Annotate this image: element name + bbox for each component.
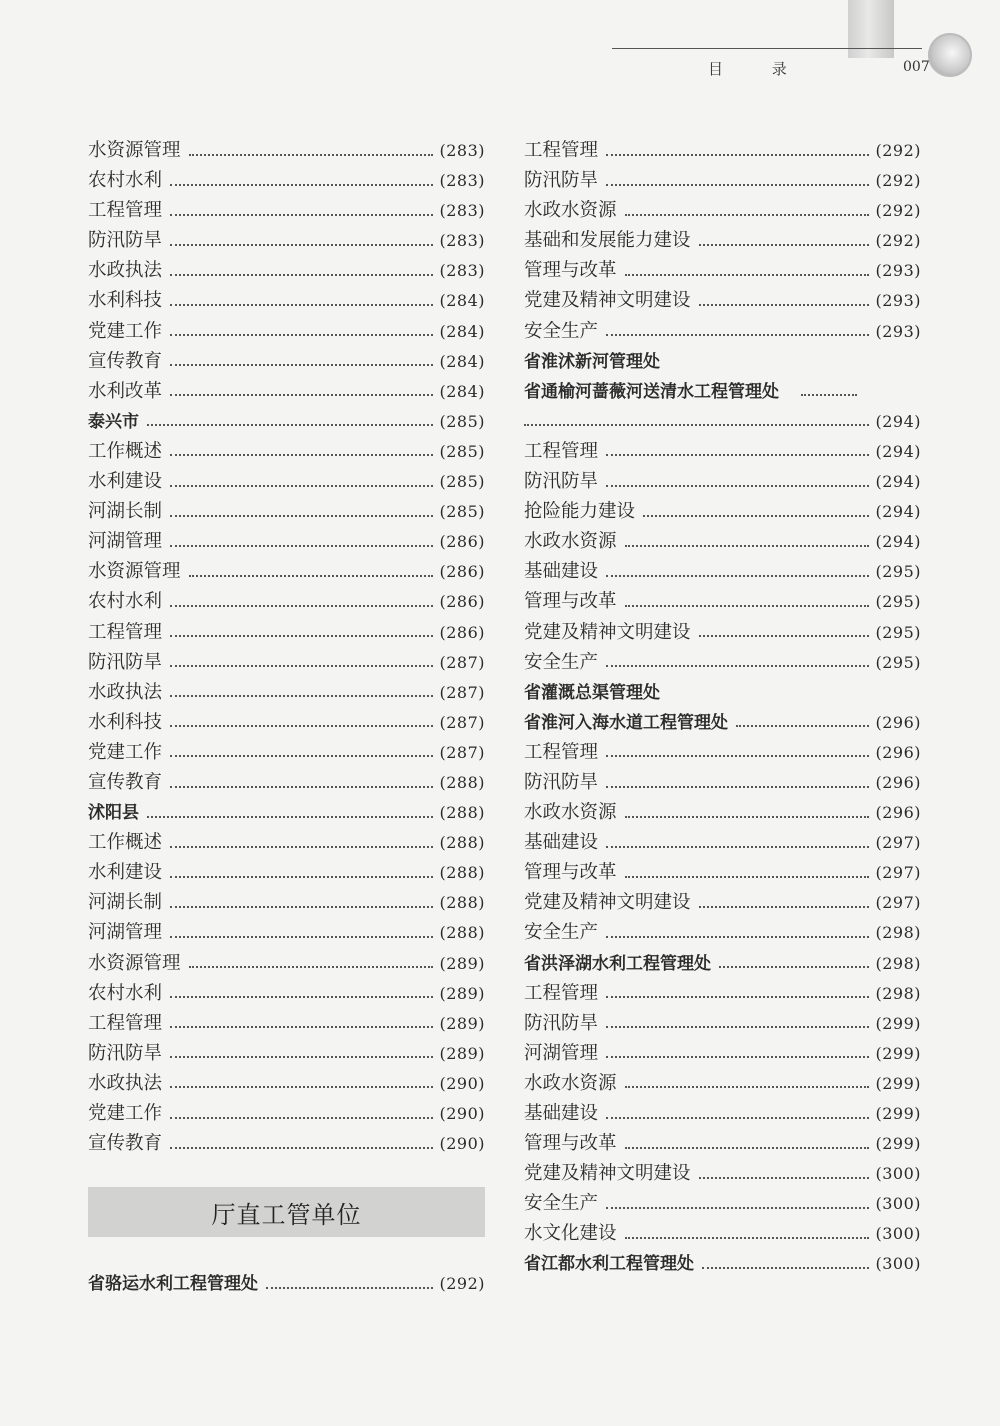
toc-entry[interactable]: [88, 407, 485, 437]
toc-entry[interactable]: [88, 136, 485, 166]
toc-entry-title: 农村水利: [88, 170, 163, 192]
header-circle-ornament: [928, 33, 972, 77]
toc-entry-title: 水政水资源: [524, 1072, 617, 1094]
toc-page-number: (297): [875, 863, 921, 883]
toc-page-number: (300): [875, 1164, 921, 1184]
toc-dot-leader: [606, 333, 869, 336]
toc-entry[interactable]: [88, 888, 485, 918]
toc-page-number: (288): [439, 893, 485, 913]
toc-entry-title: 党建工作: [88, 741, 163, 763]
toc-entry-title: 防汛防旱: [524, 471, 599, 493]
toc-entry-title: 工程管理: [88, 1012, 163, 1034]
toc-dot-leader: [625, 1146, 870, 1149]
toc-dot-leader: [170, 363, 433, 366]
toc-entry-title: 基础建设: [524, 1103, 599, 1124]
toc-dot-leader: [170, 724, 433, 727]
toc-dot-leader: [170, 333, 433, 336]
toc-entry[interactable]: [88, 1009, 485, 1039]
toc-entry-title: 水政执法: [88, 1072, 163, 1094]
toc-entry-title: 水资源管理: [88, 952, 181, 974]
toc-unit-heading: 省江都水利工程管理处: [524, 1254, 694, 1275]
toc-entry[interactable]: [524, 828, 921, 858]
toc-entry[interactable]: [524, 166, 921, 196]
toc-dot-leader: [170, 694, 433, 697]
toc-entry[interactable]: [524, 708, 921, 738]
toc-entry-title: 防汛防旱: [524, 771, 599, 793]
toc-entry[interactable]: [88, 196, 485, 226]
toc-left-column: [88, 136, 485, 1159]
toc-entry-title: 宣传教育: [88, 350, 163, 372]
toc-dot-leader: [606, 785, 869, 788]
toc-dot-leader: [170, 393, 433, 396]
toc-page-number: (287): [439, 742, 485, 762]
toc-page-number: (283): [439, 231, 485, 251]
toc-entry-title: 水利建设: [88, 471, 163, 493]
toc-dot-leader: [643, 514, 869, 517]
toc-entry-title: 管理与改革: [524, 862, 617, 884]
toc-entry[interactable]: [524, 888, 921, 918]
toc-entry-title: 防汛防旱: [524, 170, 599, 192]
toc-page-number: (293): [875, 261, 921, 281]
toc-page-number: (292): [439, 1274, 485, 1293]
toc-dot-leader: [606, 453, 869, 456]
toc-page-number: (300): [875, 1224, 921, 1244]
toc-right-column: [524, 136, 921, 1280]
page-number: 007: [903, 59, 930, 75]
toc-entry-title: 水政执法: [88, 681, 163, 703]
toc-entry-title: 工作概述: [88, 832, 163, 854]
toc-page-number: (288): [439, 863, 485, 883]
toc-page-number: (283): [439, 261, 485, 281]
toc-entry-title: 防汛防旱: [88, 651, 163, 673]
toc-page-number: (283): [439, 171, 485, 191]
toc-dot-leader: [606, 1025, 869, 1028]
toc-dot-leader: [625, 815, 870, 818]
toc-dot-leader: [170, 453, 433, 456]
toc-entry[interactable]: [88, 527, 485, 557]
toc-entry[interactable]: [88, 678, 485, 708]
toc-entry[interactable]: [88, 798, 485, 828]
toc-dot-leader: [170, 1146, 433, 1149]
toc-unit-heading: 省骆运水利工程管理处: [88, 1274, 258, 1294]
toc-dot-leader: [170, 935, 433, 938]
toc-page-number: (295): [875, 652, 921, 672]
toc-page-number: (299): [875, 1043, 921, 1063]
toc-page-number: (293): [875, 321, 921, 341]
toc-entry-title: 工程管理: [524, 741, 599, 763]
toc-page-number: (293): [875, 291, 921, 311]
toc-dot-leader: [606, 183, 869, 186]
toc-page-number: (287): [439, 712, 485, 732]
toc-dot-leader: [606, 484, 869, 487]
toc-page-number: (296): [875, 803, 921, 823]
header-rule: [612, 48, 922, 49]
toc-after-section: [88, 1269, 485, 1299]
toc-entry[interactable]: [88, 1069, 485, 1099]
toc-entry[interactable]: [524, 1129, 921, 1159]
toc-dot-leader: [170, 183, 433, 186]
toc-dot-leader: [606, 153, 869, 156]
toc-page-number: (287): [439, 682, 485, 702]
toc-entry-title: 水利科技: [88, 711, 163, 733]
toc-entry[interactable]: [88, 858, 485, 888]
toc-entry[interactable]: [524, 1159, 921, 1189]
toc-dot-leader: [801, 393, 857, 396]
toc-page-number: (297): [875, 893, 921, 913]
toc-page-number: (285): [439, 502, 485, 522]
toc-entry-title: 河湖长制: [88, 501, 163, 523]
toc-entry[interactable]: [524, 678, 921, 708]
toc-dot-leader: [170, 514, 433, 517]
toc-dot-leader: [699, 634, 870, 637]
toc-entry-title: 水文化建设: [524, 1223, 617, 1245]
toc-entry[interactable]: [524, 858, 921, 888]
toc-entry[interactable]: [88, 828, 485, 858]
toc-dot-leader: [699, 905, 870, 908]
toc-dot-leader: [170, 273, 433, 276]
toc-entry-title: 管理与改革: [524, 1133, 617, 1155]
toc-page-number: (298): [875, 923, 921, 943]
toc-page-number: (299): [875, 1104, 921, 1123]
toc-dot-leader: [189, 574, 434, 577]
toc-entry[interactable]: [524, 196, 921, 226]
toc-unit-heading: 省淮沭新河管理处: [524, 351, 660, 372]
toc-dot-leader: [625, 544, 870, 547]
toc-dot-leader: [606, 1055, 869, 1058]
toc-entry[interactable]: [524, 1039, 921, 1069]
toc-page-number: (298): [875, 983, 921, 1003]
toc-page-number: (294): [875, 441, 921, 461]
toc-entry[interactable]: [88, 1099, 485, 1129]
toc-dot-leader: [736, 724, 869, 727]
toc-entry[interactable]: [88, 557, 485, 587]
toc-page-number: (290): [439, 1073, 485, 1093]
toc-entry-title: 农村水利: [88, 982, 163, 1004]
toc-dot-leader: [625, 1085, 870, 1088]
toc-entry-title: 安全生产: [524, 922, 599, 944]
toc-page-number: (296): [875, 772, 921, 792]
toc-entry[interactable]: [524, 1009, 921, 1039]
toc-page-number: (296): [875, 712, 921, 732]
toc-entry-title: 水利改革: [88, 380, 163, 402]
toc-page-number: (297): [875, 833, 921, 853]
toc-entry-title: 水政水资源: [524, 200, 617, 222]
toc-entry[interactable]: [524, 798, 921, 828]
toc-dot-leader: [170, 634, 433, 637]
toc-page-number: (292): [875, 171, 921, 191]
toc-page-number: (292): [875, 231, 921, 251]
toc-dot-leader: [606, 995, 869, 998]
toc-dot-leader: [606, 754, 869, 757]
toc-entry[interactable]: [524, 407, 921, 437]
toc-entry-title: 水政水资源: [524, 531, 617, 553]
toc-entry[interactable]: [524, 738, 921, 768]
toc-entry-title: 基础和发展能力建设: [524, 230, 691, 252]
toc-entry[interactable]: [88, 618, 485, 648]
toc-entry-title: 防汛防旱: [524, 1012, 599, 1034]
toc-entry-title: 河湖长制: [88, 892, 163, 914]
toc-entry-title: 工程管理: [88, 621, 163, 643]
toc-page-number: (284): [439, 381, 485, 401]
toc-dot-leader: [702, 1266, 869, 1269]
toc-dot-leader: [625, 875, 870, 878]
section-heading-box: [88, 1187, 485, 1237]
toc-entry-title: 基础建设: [524, 561, 599, 583]
toc-entry-title: 防汛防旱: [88, 1042, 163, 1064]
toc-entry[interactable]: [88, 1129, 485, 1159]
toc-entry-title: 管理与改革: [524, 260, 617, 282]
toc-entry[interactable]: [524, 527, 921, 557]
toc-entry-title: 党建及精神文明建设: [524, 1163, 691, 1185]
toc-entry-title: 宣传教育: [88, 771, 163, 793]
toc-entry-title: 工程管理: [524, 140, 599, 161]
toc-entry[interactable]: [88, 587, 485, 617]
toc-page-number: (286): [439, 532, 485, 552]
toc-dot-leader: [699, 243, 870, 246]
toc-entry[interactable]: [88, 256, 485, 286]
toc-entry-title: 基础建设: [524, 832, 599, 854]
toc-page-number: (289): [439, 1043, 485, 1063]
toc-page-number: (299): [875, 1013, 921, 1033]
toc-entry-title: 工程管理: [524, 440, 599, 462]
toc-dot-leader: [699, 303, 870, 306]
toc-unit-heading: 省洪泽湖水利工程管理处: [524, 953, 711, 974]
toc-entry[interactable]: [524, 1249, 921, 1279]
toc-page-number: (295): [875, 562, 921, 582]
toc-page-number: (285): [439, 472, 485, 492]
toc-dot-leader: [170, 1025, 433, 1028]
running-header-title: 目 录: [708, 60, 809, 78]
toc-entry[interactable]: [524, 256, 921, 286]
toc-page-number: (287): [439, 652, 485, 672]
toc-dot-leader: [606, 1206, 869, 1209]
toc-entry[interactable]: [88, 1039, 485, 1069]
toc-dot-leader: [625, 213, 870, 216]
toc-dot-leader: [699, 1176, 870, 1179]
toc-entry[interactable]: [524, 286, 921, 316]
toc-entry-title: 宣传教育: [88, 1133, 163, 1155]
toc-page-number: (294): [875, 532, 921, 552]
toc-entry[interactable]: [88, 437, 485, 467]
toc-dot-leader: [170, 303, 433, 306]
toc-dot-leader: [170, 544, 433, 547]
toc-entry[interactable]: [524, 226, 921, 256]
toc-page-number: (290): [439, 1104, 485, 1123]
toc-page-number: (294): [875, 411, 921, 431]
toc-dot-leader: [170, 213, 433, 216]
toc-entry-title: 农村水利: [88, 591, 163, 613]
toc-entry-title: 水政执法: [88, 260, 163, 282]
toc-dot-leader: [719, 965, 869, 968]
toc-unit-heading: 省灌溉总渠管理处: [524, 682, 660, 703]
toc-dot-leader: [170, 664, 433, 667]
toc-unit-heading: 沭阳县: [88, 803, 139, 824]
toc-dot-leader: [170, 243, 433, 246]
toc-page-number: (298): [875, 953, 921, 973]
toc-entry-title: 水资源管理: [88, 140, 181, 161]
toc-entry[interactable]: [524, 317, 921, 347]
toc-entry-title: 党建及精神文明建设: [524, 621, 691, 643]
toc-entry[interactable]: [524, 918, 921, 948]
toc-page-number: (288): [439, 923, 485, 943]
toc-dot-leader: [625, 273, 870, 276]
toc-page-number: (286): [439, 622, 485, 642]
toc-entry-title: 党建工作: [88, 1103, 163, 1124]
toc-page-number: (286): [439, 562, 485, 582]
toc-page-number: (295): [875, 622, 921, 642]
toc-page-number: (296): [875, 742, 921, 762]
toc-page-number: (299): [875, 1134, 921, 1154]
toc-entry[interactable]: [88, 377, 485, 407]
toc-page-number: (285): [439, 441, 485, 461]
toc-dot-leader: [524, 423, 869, 426]
toc-page-number: (294): [875, 502, 921, 522]
toc-page-number: (289): [439, 1013, 485, 1033]
toc-dot-leader: [189, 965, 434, 968]
header-decoration: [848, 0, 894, 58]
toc-dot-leader: [625, 1236, 870, 1239]
toc-entry[interactable]: [524, 1189, 921, 1219]
toc-entry[interactable]: [88, 166, 485, 196]
toc-entry-title: 管理与改革: [524, 591, 617, 613]
toc-dot-leader: [170, 754, 433, 757]
toc-entry[interactable]: [88, 738, 485, 768]
toc-entry-title: 抢险能力建设: [524, 501, 636, 523]
toc-dot-leader: [170, 484, 433, 487]
toc-entry[interactable]: [524, 979, 921, 1009]
toc-page-number: (295): [875, 592, 921, 612]
toc-entry[interactable]: [524, 648, 921, 678]
toc-entry-title: 工程管理: [88, 200, 163, 222]
toc-entry-title: 河湖管理: [88, 922, 163, 944]
toc-entry[interactable]: [524, 557, 921, 587]
toc-page-number: (285): [439, 411, 485, 431]
toc-dot-leader: [170, 604, 433, 607]
toc-dot-leader: [606, 1116, 869, 1119]
toc-dot-leader: [170, 995, 433, 998]
toc-entry[interactable]: [88, 708, 485, 738]
toc-page-number: (289): [439, 983, 485, 1003]
toc-entry[interactable]: [524, 1099, 921, 1129]
toc-page-number: (300): [875, 1254, 921, 1274]
toc-dot-leader: [147, 423, 433, 426]
toc-entry[interactable]: [88, 497, 485, 527]
toc-entry[interactable]: [88, 918, 485, 948]
toc-entry[interactable]: [524, 949, 921, 979]
toc-entry[interactable]: [524, 347, 921, 377]
toc-entry-title: 党建工作: [88, 320, 163, 342]
toc-entry[interactable]: [88, 949, 485, 979]
toc-entry-title: 工程管理: [524, 982, 599, 1004]
toc-dot-leader: [170, 1085, 433, 1088]
toc-dot-leader: [170, 1116, 433, 1119]
toc-entry[interactable]: [88, 226, 485, 256]
toc-entry[interactable]: [524, 768, 921, 798]
toc-page-number: (290): [439, 1134, 485, 1154]
toc-entry[interactable]: [88, 317, 485, 347]
toc-dot-leader: [170, 905, 433, 908]
toc-dot-leader: [606, 664, 869, 667]
toc-page-number: (283): [439, 141, 485, 160]
toc-entry-title: 工作概述: [88, 440, 163, 462]
toc-page-number: (284): [439, 321, 485, 341]
toc-dot-leader: [170, 785, 433, 788]
toc-entry[interactable]: [524, 136, 921, 166]
toc-entry[interactable]: [88, 347, 485, 377]
toc-entry[interactable]: [88, 1269, 485, 1299]
toc-entry-title: 水政水资源: [524, 802, 617, 824]
toc-entry[interactable]: [524, 618, 921, 648]
toc-dot-leader: [147, 815, 433, 818]
toc-entry-title: 安全生产: [524, 651, 599, 673]
toc-entry-title: 党建及精神文明建设: [524, 290, 691, 312]
toc-entry[interactable]: [524, 467, 921, 497]
toc-unit-heading: 省通榆河蔷薇河送清水工程管理处: [524, 381, 779, 402]
toc-entry[interactable]: [88, 768, 485, 798]
toc-page-number: (288): [439, 772, 485, 792]
toc-entry-title: 水利建设: [88, 862, 163, 884]
toc-entry[interactable]: [524, 497, 921, 527]
toc-dot-leader: [170, 875, 433, 878]
toc-entry-title: 水资源管理: [88, 561, 181, 583]
toc-page-number: (300): [875, 1194, 921, 1214]
toc-entry[interactable]: [88, 648, 485, 678]
toc-page-number: (288): [439, 803, 485, 823]
toc-page-number: (292): [875, 141, 921, 160]
toc-page-number: (284): [439, 291, 485, 311]
toc-dot-leader: [606, 845, 869, 848]
toc-page-number: (294): [875, 472, 921, 492]
toc-page-number: (288): [439, 833, 485, 853]
toc-entry-title: 河湖管理: [524, 1042, 599, 1064]
toc-page-number: (283): [439, 201, 485, 221]
toc-entry-title: 安全生产: [524, 320, 599, 342]
toc-dot-leader: [606, 574, 869, 577]
toc-entry[interactable]: [88, 286, 485, 316]
toc-dot-leader: [170, 845, 433, 848]
toc-entry[interactable]: [88, 979, 485, 1009]
toc-dot-leader: [606, 935, 869, 938]
toc-page-number: (292): [875, 201, 921, 221]
toc-entry-title: 河湖管理: [88, 531, 163, 553]
toc-entry-title: 防汛防旱: [88, 230, 163, 252]
toc-entry[interactable]: [524, 587, 921, 617]
toc-dot-leader: [170, 1055, 433, 1058]
toc-entry[interactable]: [88, 467, 485, 497]
toc-entry-title: 党建及精神文明建设: [524, 892, 691, 914]
toc-page-number: (284): [439, 351, 485, 371]
toc-unit-heading: 省淮河入海水道工程管理处: [524, 712, 728, 733]
toc-page-number: (289): [439, 953, 485, 973]
toc-page-number: (286): [439, 592, 485, 612]
toc-page-number: (299): [875, 1073, 921, 1093]
toc-dot-leader: [266, 1286, 433, 1289]
toc-entry[interactable]: [524, 1069, 921, 1099]
toc-entry[interactable]: [524, 1219, 921, 1249]
toc-entry[interactable]: [524, 377, 921, 407]
toc-entry-title: 水利科技: [88, 290, 163, 312]
section-heading: 厅直工管单位: [211, 1200, 362, 1229]
toc-entry-title: 安全生产: [524, 1193, 599, 1215]
toc-dot-leader: [625, 604, 870, 607]
toc-unit-heading: 泰兴市: [88, 411, 139, 432]
toc-dot-leader: [189, 153, 434, 156]
toc-entry[interactable]: [524, 437, 921, 467]
